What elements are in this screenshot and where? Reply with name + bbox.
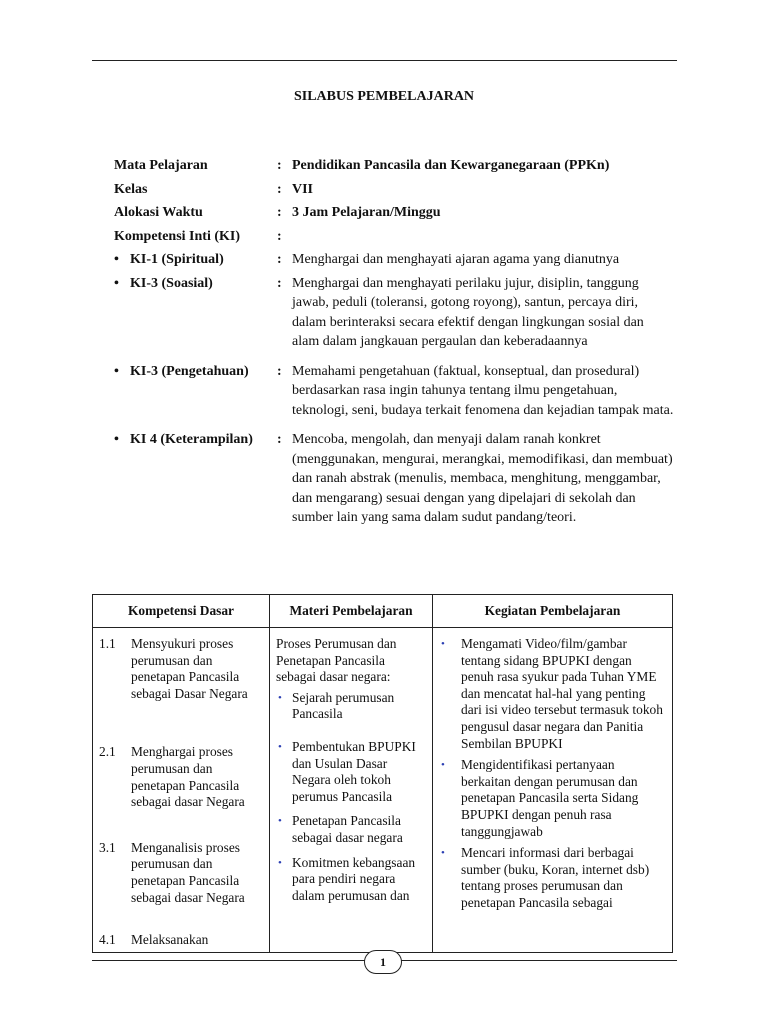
materi-cell [270, 628, 433, 953]
kd-item: 3.1 Menganalisis proses perumusan dan penetapan Pancasila sebagai dasar Negara [99, 839, 245, 905]
syllabus-table [92, 594, 673, 953]
list-item: • Mengamati Video/film/gambar tentang sidang BPUPKI dengan penuh rasa syukur pada Tuhan YME dan mencatat hal-hal yang penting dari isi video tersebut termasuk tokoh pengusul dasar negara dan Panitia Sembilan BPUPKI [439, 636, 666, 752]
ki-item: • KI-1 (Spiritual) : Menghargai dan menghayati ajaran agama yang dianutnya [114, 250, 674, 270]
list-item: • Penetapan Pancasila sebagai dasar negara [276, 813, 426, 846]
kegiatan-cell [433, 628, 673, 953]
kd-item: 4.1 Melaksanakan [99, 932, 209, 948]
table-row [93, 628, 673, 953]
bullet-icon: • [114, 275, 119, 291]
bullet-icon: • [114, 363, 119, 379]
list-item: • Mengidentifikasi pertanyaan berkaitan dengan perumusan dan penetapan Pancasila serta Sidang BPUPKI dengan penuh rasa tanggungjawab [439, 757, 666, 840]
materi-intro: Proses Perumusan dan Penetapan Pancasila sebagai dasar negara: [276, 636, 397, 685]
kd-cell [93, 628, 270, 953]
top-rule [92, 60, 677, 61]
table-header-row [93, 595, 673, 628]
page-number: 1 [364, 950, 402, 974]
ki-item: • KI-3 (Pengetahuan) : Memahami pengetahuan (faktual, konseptual, dan prosedural) berdasarkan rasa ingin tahunya tentang ilmu pengetahuan, teknologi, seni, budaya terkait fenomena dan kejadian tampak mata. [114, 363, 674, 418]
kd-item: 2.1 Menghargai proses perumusan dan penetapan Pancasila sebagai dasar Negara [99, 744, 245, 810]
info-row-class: Kelas : VII [114, 181, 314, 197]
list-item: • Sejarah perumusan Pancasila [276, 690, 426, 723]
bullet-icon: • [114, 432, 119, 447]
kd-item: 1.1 Mensyukuri proses perumusan dan penetapan Pancasila sebagai Dasar Negara [99, 636, 248, 701]
header-materi: Materi Pembelajaran [270, 595, 433, 628]
header-kompetensi-dasar: Kompetensi Dasar [93, 595, 270, 628]
list-item: • Pembentukan BPUPKI dan Usulan Dasar Negara oleh tokoh perumus Pancasila [276, 739, 426, 805]
list-item: • Komitmen kebangsaan para pendiri negara dalam perumusan dan [276, 855, 426, 905]
kegiatan-list [439, 636, 666, 912]
document-title: SILABUS PEMBELAJARAN [293, 89, 475, 104]
bullet-icon: • [114, 252, 119, 267]
info-row-subject: Mata Pelajaran : Pendidikan Pancasila dan Kewarganegaraan (PPKn) [114, 158, 610, 173]
course-info [114, 156, 674, 532]
list-item: • Mencari informasi dari berbagai sumber (buku, Koran, internet dsb) tentang proses perumusan dan penetapan Pancasila sebagai [439, 845, 666, 911]
materi-list [276, 690, 426, 905]
info-row-time: Alokasi Waktu : 3 Jam Pelajaran/Minggu [114, 205, 441, 220]
header-kegiatan: Kegiatan Pembelajaran [433, 595, 673, 628]
ki-item: • KI-3 (Soasial) : Menghargai dan menghayati perilaku jujur, disiplin, tanggung jawab, peduli (toleransi, gotong royong), santun, percaya diri, dalam berinteraksi secara efektif dengan lingkungan sosial dan alam dalam jangkauan pergaulan dan keberadaannya [114, 275, 644, 349]
info-row-ki: Kompetensi Inti (KI) : [114, 228, 282, 244]
ki-item: • KI 4 (Keterampilan) : Mencoba, mengolah, dan menyaji dalam ranah konkret (menggunakan, mengurai, merangkai, memodifikasi, dan membuat) dan ranah abstrak (menulis, membaca, menghitung, menggambar, dan mengarang) sesuai dengan yang dipelajari di sekolah dan sumber lain yang sama dalam sudut pandang/teori. [114, 432, 673, 525]
